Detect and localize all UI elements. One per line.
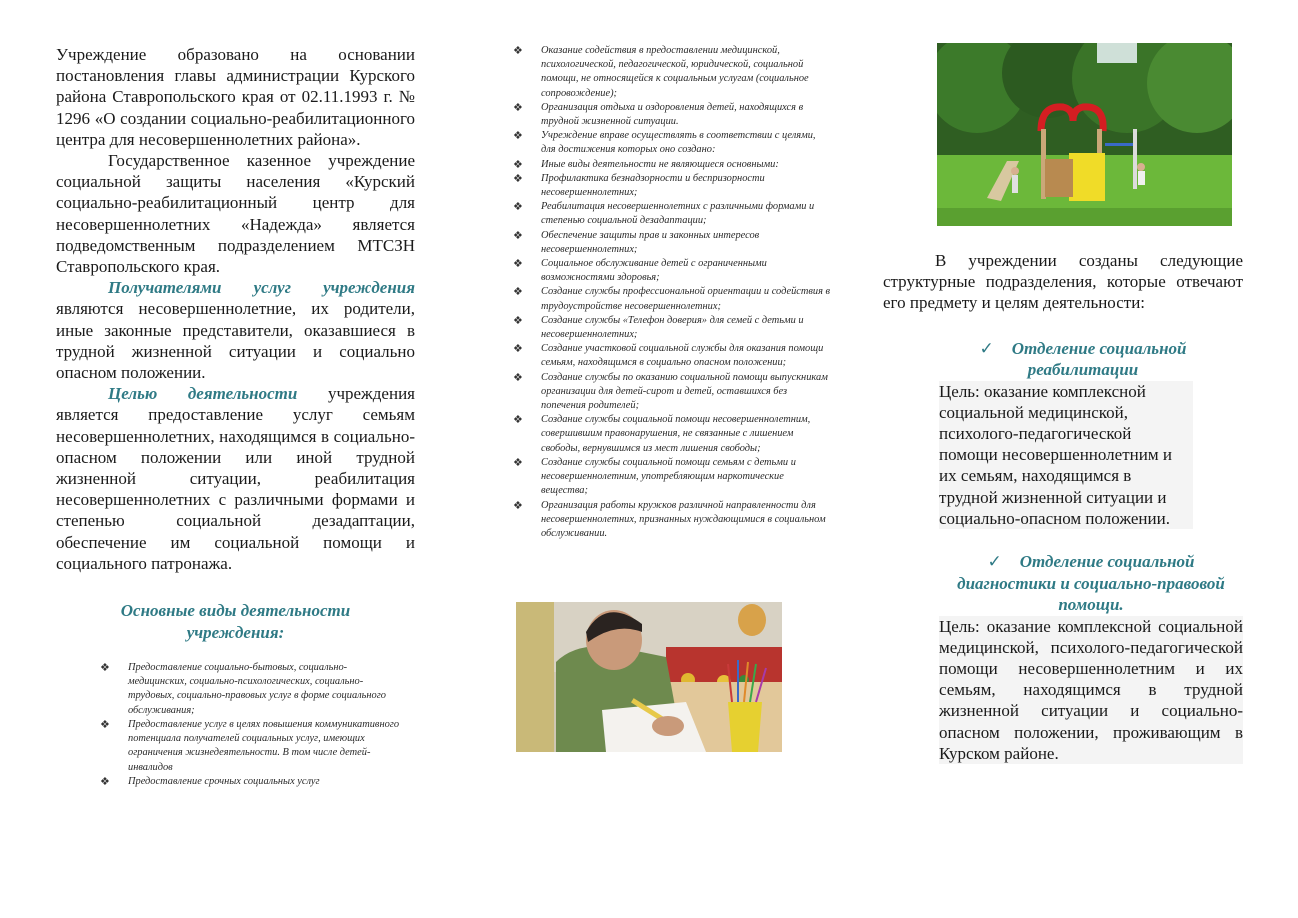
bullet-icon: ❖ <box>513 45 523 57</box>
list-item <box>513 44 831 101</box>
list-item-text: Организация работы кружков различной направленности для несовершеннолетних, признанных нуждающимися в социальном обслуживании. <box>541 499 826 539</box>
list-item-text: Реабилитация несовершеннолетних с различными формами и степенью социальной дезадаптации; <box>541 201 815 227</box>
check-icon: ✓ <box>979 338 994 358</box>
list-item-text: Создание службы профессиональной ориентации и содействия в трудоустройстве несовершеннолетних; <box>541 286 831 312</box>
recipients-lead: Получателями услуг учреждения <box>108 278 415 298</box>
recipients-text: являются несовершеннолетние, их родители, иные законные представители, оказавшиеся в трудной жизненной ситуации и социально опасном положении. <box>56 299 415 383</box>
list-item-text: Учреждение вправе осуществлять в соответствии с целями, для достижения которых оно создано: <box>541 130 816 156</box>
list-item-text: Предоставление услуг в целях повышения коммуникативного потенциала получателей социальных услуг, имеющих ограничения жизнедеятельности. В том числе детей-инвалидов <box>128 718 400 773</box>
list-item <box>513 101 831 129</box>
list-item <box>513 456 831 499</box>
list-item <box>513 314 831 342</box>
list-item <box>513 257 831 285</box>
bullet-icon: ❖ <box>513 286 523 299</box>
list-item-text: Создание службы «Телефон доверия» для семей с детьми и несовершеннолетних; <box>541 314 804 341</box>
bullet-icon: ❖ <box>513 101 523 114</box>
bullet-icon: ❖ <box>513 314 523 327</box>
bullet-icon: ❖ <box>513 456 523 469</box>
list-item-text: Социальное обслуживание детей с ограниченными возможностями здоровья; <box>541 258 767 284</box>
boy-drawing-photo <box>516 602 782 752</box>
intro-paragraph: Учреждение образовано на основании постановления главы администрации Курского района Ставропольского края от 02.11.1993 г. № 1296 «О создании социально-реабилитационного центра для несовершеннолетних района». <box>56 45 415 149</box>
bullet-icon: ❖ <box>513 258 523 271</box>
status-paragraph: Государственное казенное учреждение социальной защиты населения «Курский социально-реабилитационный центр для несовершеннолетних «Надежда» является подведомственным подразделением МТСЗН Ставропольского края. <box>56 151 415 277</box>
list-item <box>513 413 831 456</box>
middle-column <box>513 0 831 541</box>
bullet-icon: ❖ <box>100 662 110 675</box>
subdivisions-intro: В учреждении созданы следующие структурные подразделения, которые отвечают его предмету и целям деятельности: <box>883 251 1243 313</box>
bullet-icon: ❖ <box>513 229 523 242</box>
list-item <box>100 718 400 775</box>
list-item-text: Профилактика безнадзорности и беспризорности несовершеннолетних; <box>541 172 765 199</box>
left-column <box>56 0 415 789</box>
bullet-icon: ❖ <box>513 158 523 171</box>
activities-heading: Основные виды деятельности учреждения: <box>120 601 351 642</box>
list-item <box>513 172 831 200</box>
check-icon: ✓ <box>987 552 1002 572</box>
list-item-text: Создание службы социальной помощи несовершеннолетним, совершившим правонарушения, не связанные с лишением свободы, вернувшимся из мест лишения свободы; <box>541 414 811 454</box>
list-item-text: Создание службы социальной помощи семьям с детьми и несовершеннолетним, употребляющим наркотические вещества; <box>541 456 796 497</box>
department-title-text: Отделение социальной диагностики и социально-правовой помощи. <box>957 552 1225 615</box>
bullet-icon: ❖ <box>100 775 110 788</box>
department-title-text: Отделение социальной реабилитации <box>1011 338 1187 380</box>
department-title <box>883 551 1243 616</box>
list-item <box>100 661 400 718</box>
list-item <box>513 158 831 172</box>
bullet-icon: ❖ <box>513 172 523 185</box>
department-goal: Цель: оказание комплексной социальной медицинской, психолого-педагогической помощи несовершеннолетним и их семьям, находящимся в трудной жизненной ситуации и социально-опасном положении. <box>939 381 1193 529</box>
goal-lead: Целью деятельности <box>108 384 298 404</box>
list-item <box>100 775 400 789</box>
list-item <box>513 499 831 542</box>
bullet-icon: ❖ <box>513 499 523 512</box>
bullet-icon: ❖ <box>513 343 523 356</box>
bullet-icon: ❖ <box>100 718 110 731</box>
bullet-icon: ❖ <box>513 371 523 384</box>
department-title <box>883 338 1243 381</box>
right-column <box>883 0 1243 764</box>
department-goal: Цель: оказание комплексной социальной медицинской, психолого-педагогической помощи несовершеннолетним и их семьям, находящимся в трудной жизненной ситуации и социально-опасном положении, проживающим в Курском районе. <box>939 616 1243 763</box>
list-item <box>513 229 831 257</box>
recipients-paragraph <box>56 277 415 383</box>
list-item-text: Обеспечение защиты прав и законных интересов несовершеннолетних; <box>541 229 760 255</box>
bullet-icon: ❖ <box>513 414 523 427</box>
goal-paragraph <box>56 383 415 574</box>
list-item-text: Оказание содействия в предоставлении медицинской, психологической, педагогической, юридической, социальной помощи, не относящейся к социальным услугам (социальное сопровождение); <box>541 45 809 99</box>
bullet-icon: ❖ <box>513 130 523 143</box>
list-item-text: Организация отдыха и оздоровления детей, находящихся в трудной жизненной ситуации. <box>541 101 804 128</box>
list-item-text: Предоставление срочных социальных услуг <box>128 775 320 787</box>
list-item-text: Создание участковой социальной службы для оказания помощи семьям, находящимся в социально опасном положении; <box>541 343 824 369</box>
bullet-icon: ❖ <box>513 201 523 214</box>
goal-text: учреждения является предоставление услуг семьям несовершеннолетних, находящимся в социально-опасном положении или иной трудной жизненной ситуации, реабилитация несовершеннолетних с различными формами и степенью социальной дезадаптации, обеспечение им социальной помощи и социального патронажа. <box>56 384 415 573</box>
list-item-text: Предоставление социально-бытовых, социально-медицинских, социально-психологических, социально-трудовых, социально-правовых услуг в форме социального обслуживания; <box>128 662 386 716</box>
activities-list <box>56 661 400 789</box>
list-item <box>513 342 831 370</box>
list-item <box>513 200 831 228</box>
list-item <box>513 129 831 157</box>
list-item <box>513 371 831 414</box>
list-item <box>513 285 831 313</box>
list-item-text: Иные виды деятельности не являющиеся основными: <box>541 158 779 170</box>
additional-activities-list <box>513 44 831 541</box>
boy-drawing-image <box>516 602 782 752</box>
list-item-text: Создание службы по оказанию социальной помощи выпускникам организации для детей-сирот и детей, оставшихся без попечения родителей; <box>541 371 828 412</box>
